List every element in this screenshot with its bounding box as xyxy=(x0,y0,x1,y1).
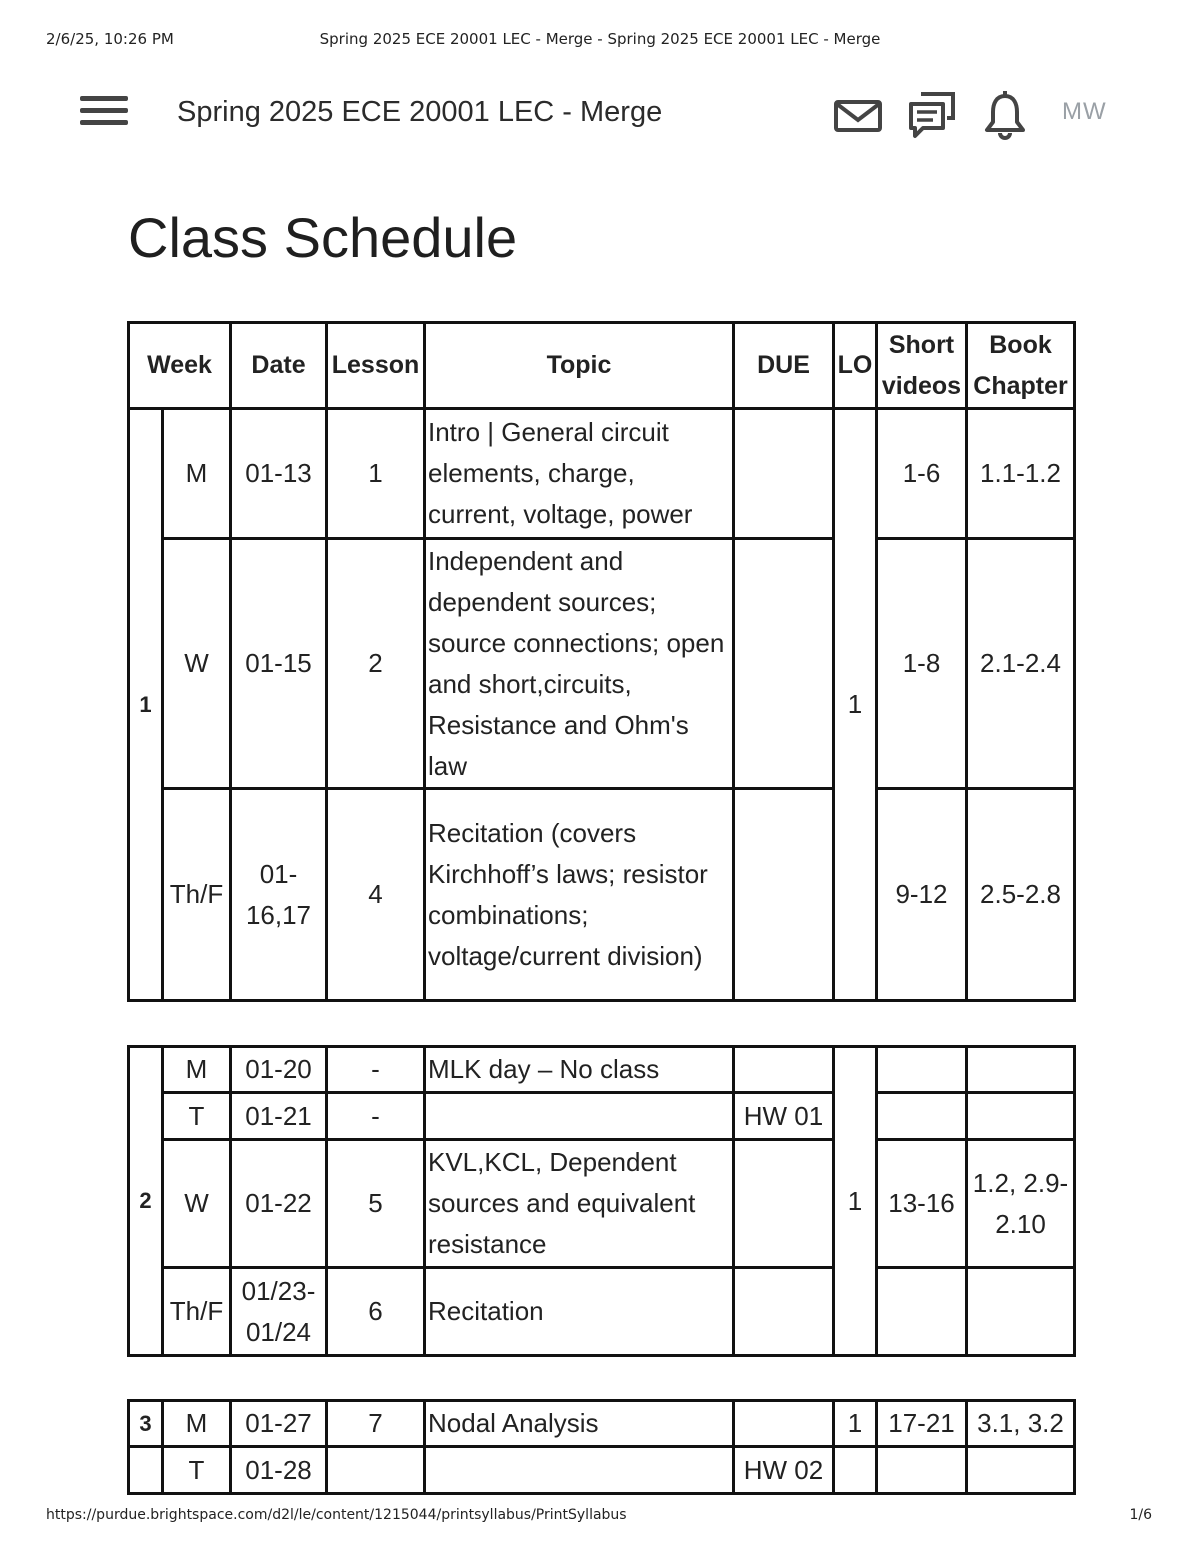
lesson-cell: 5 xyxy=(327,1140,425,1268)
page-title: Class Schedule xyxy=(128,206,518,269)
week-number-continued xyxy=(129,1447,163,1494)
print-date: 2/6/25, 10:26 PM xyxy=(46,30,174,48)
videos-cell: 13-16 xyxy=(877,1140,967,1268)
topic-cell: KVL,KCL, Dependent sources and equivalent resistance xyxy=(425,1140,734,1268)
day-cell: T xyxy=(163,1447,231,1494)
day-cell: M xyxy=(163,409,231,539)
day-cell: Th/F xyxy=(163,1268,231,1356)
videos-cell: 9-12 xyxy=(877,789,967,1001)
print-url: https://purdue.brightspace.com/d2l/le/content/1215044/printsyllabus/PrintSyllabus xyxy=(46,1507,627,1523)
week-number: 1 xyxy=(129,409,163,1001)
date-cell: 01-27 xyxy=(231,1401,327,1447)
date-cell: 01-28 xyxy=(231,1447,327,1494)
videos-cell xyxy=(877,1447,967,1494)
lesson-cell: 7 xyxy=(327,1401,425,1447)
table-row xyxy=(129,1401,1075,1447)
date-cell: 01-22 xyxy=(231,1140,327,1268)
lo-cell: 1 xyxy=(834,1047,877,1356)
header-book-chapter: Book Chapter xyxy=(967,323,1075,409)
avatar[interactable]: MW xyxy=(1062,98,1107,125)
lesson-cell: - xyxy=(327,1047,425,1093)
date-cell: 01-15 xyxy=(231,539,327,789)
schedule-table-week-3 xyxy=(127,1399,1076,1495)
date-cell: 01-21 xyxy=(231,1093,327,1140)
topic-cell: MLK day – No class xyxy=(425,1047,734,1093)
header-week: Week xyxy=(129,323,231,409)
videos-cell: 17-21 xyxy=(877,1401,967,1447)
topic-cell: Independent and dependent sources; source connections; open and short,circuits, Resistance and Ohm's law xyxy=(425,539,734,789)
date-cell: 01/23-01/24 xyxy=(231,1268,327,1356)
table-row xyxy=(129,1447,1075,1494)
lesson-cell: 4 xyxy=(327,789,425,1001)
topic-cell: Nodal Analysis xyxy=(425,1401,734,1447)
header-short-videos: Short videos xyxy=(877,323,967,409)
chapter-cell: 3.1, 3.2 xyxy=(967,1401,1075,1447)
header-topic: Topic xyxy=(425,323,734,409)
day-cell: M xyxy=(163,1047,231,1093)
print-title: Spring 2025 ECE 20001 LEC - Merge - Spring 2025 ECE 20001 LEC - Merge xyxy=(319,30,881,48)
videos-cell: 1-8 xyxy=(877,539,967,789)
lesson-cell xyxy=(327,1447,425,1494)
chapter-cell: 2.5-2.8 xyxy=(967,789,1075,1001)
course-title[interactable]: Spring 2025 ECE 20001 LEC - Merge xyxy=(177,96,663,128)
lesson-cell: 6 xyxy=(327,1268,425,1356)
lesson-cell: - xyxy=(327,1093,425,1140)
lo-cell xyxy=(834,1447,877,1494)
due-cell: HW 02 xyxy=(734,1447,834,1494)
date-cell: 01-20 xyxy=(231,1047,327,1093)
day-cell: Th/F xyxy=(163,789,231,1001)
topic-cell: Intro | General circuit elements, charge, current, voltage, power xyxy=(425,409,734,539)
header-due: DUE xyxy=(734,323,834,409)
lo-cell: 1 xyxy=(834,409,877,1001)
due-cell: HW 01 xyxy=(734,1093,834,1140)
lesson-cell: 2 xyxy=(327,539,425,789)
day-cell: T xyxy=(163,1093,231,1140)
chapter-cell: 2.1-2.4 xyxy=(967,539,1075,789)
day-cell: W xyxy=(163,539,231,789)
lesson-cell: 1 xyxy=(327,409,425,539)
date-cell: 01-16,17 xyxy=(231,789,327,1001)
date-cell: 01-13 xyxy=(231,409,327,539)
week-number: 2 xyxy=(129,1047,163,1356)
lo-cell: 1 xyxy=(834,1401,877,1447)
topic-cell: Recitation (covers Kirchhoff’s laws; resistor combinations; voltage/current division) xyxy=(425,789,734,1001)
header-lo: LO xyxy=(834,323,877,409)
topic-cell xyxy=(425,1447,734,1494)
header-lesson: Lesson xyxy=(327,323,425,409)
day-cell: M xyxy=(163,1401,231,1447)
videos-cell: 1-6 xyxy=(877,409,967,539)
due-cell xyxy=(734,1401,834,1447)
topic-cell: Recitation xyxy=(425,1268,734,1356)
chapter-cell xyxy=(967,1447,1075,1494)
chapter-cell: 1.2, 2.9-2.10 xyxy=(967,1140,1075,1268)
week-number: 3 xyxy=(129,1401,163,1447)
print-page-number: 1/6 xyxy=(1129,1507,1152,1523)
header-date: Date xyxy=(231,323,327,409)
chapter-cell: 1.1-1.2 xyxy=(967,409,1075,539)
day-cell: W xyxy=(163,1140,231,1268)
